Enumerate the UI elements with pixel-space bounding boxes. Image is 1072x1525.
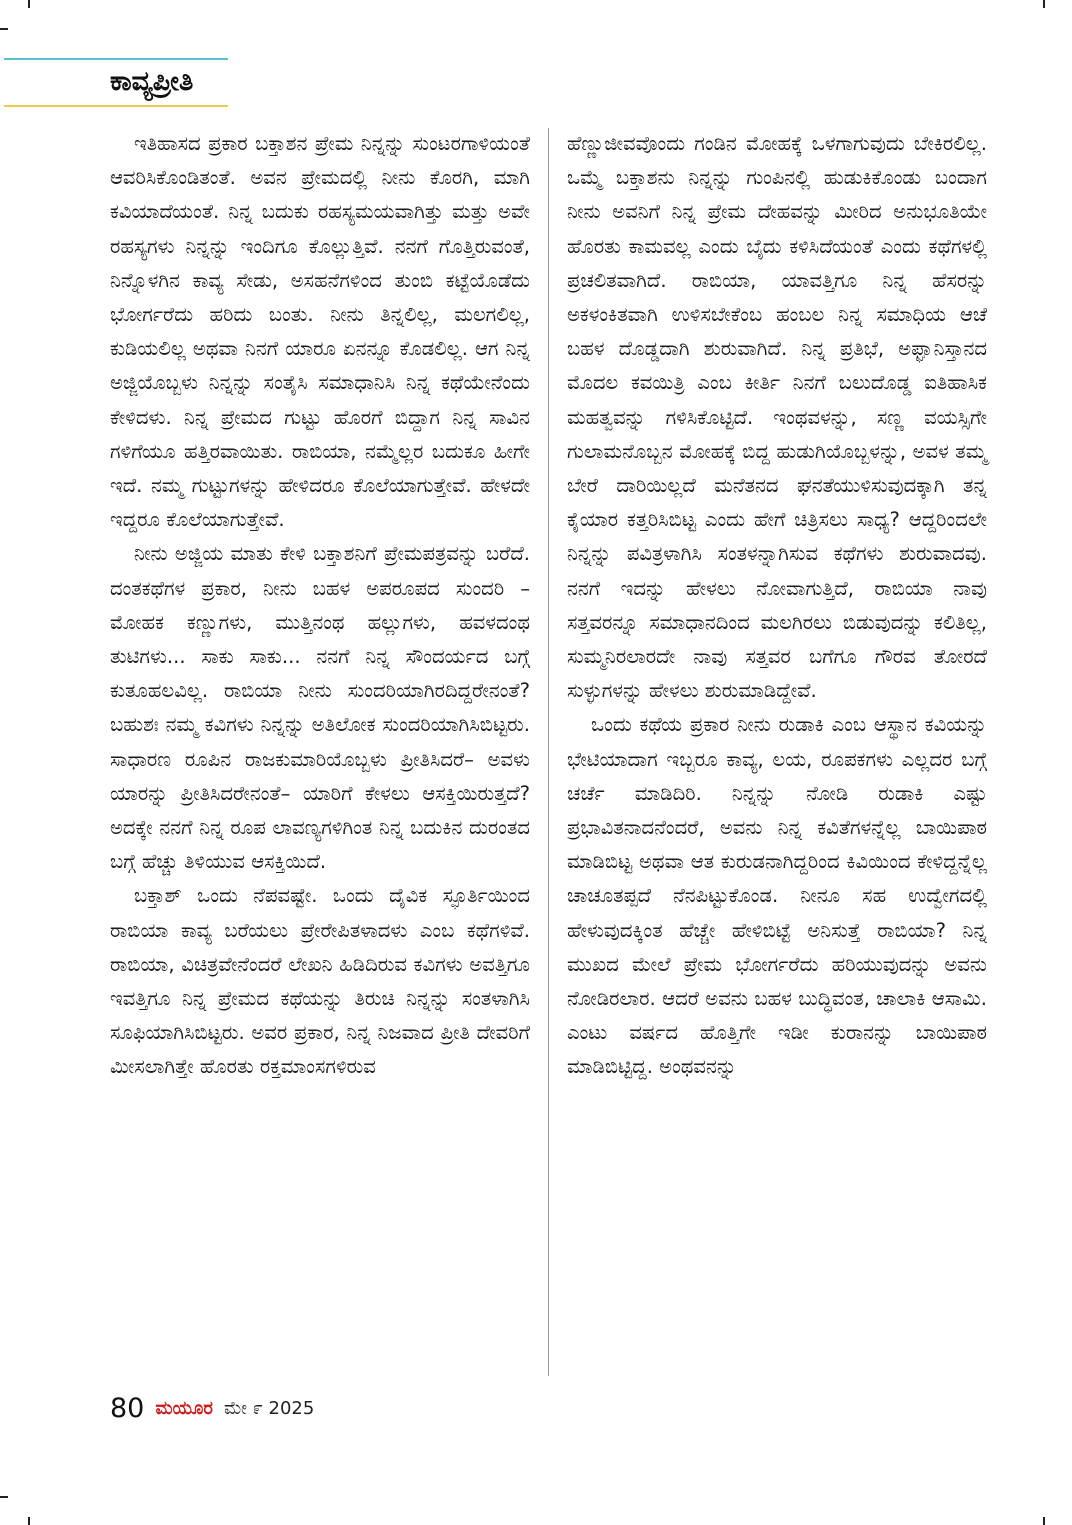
paragraph: ಬಕ್ತಾಶ್ ಒಂದು ನೆಪವಷ್ಟೇ. ಒಂದು ದೈವಿಕ ಸ್ಫೂರ್ತಿಯಿಂದ ರಾಬಿಯಾ ಕಾವ್ಯ ಬರೆಯಲು ಪ್ರೇರೇಪಿತಳಾದಳು ಎಂಬ ಕಥೆಗಳಿವೆ. ರಾಬಿಯಾ, ವಿಚಿತ್ರವೇನೆಂದರೆ ಲೇಖನಿ ಹಿಡಿದಿರುವ ಕವಿಗಳು ಅವತ್ತಿಗೂ ಇವತ್ತಿಗೂ ನಿನ್ನ ಪ್ರೇಮದ ಕಥೆಯನ್ನು ತಿರುಚಿ ನಿನ್ನನ್ನು ಸಂತಳಾಗಿಸಿ ಸೂಫಿಯಾಗಿಸಿಬಿಟ್ಟರು. ಅವರ ಪ್ರಕಾರ, ನಿನ್ನ ನಿಜವಾದ ಪ್ರೀತಿ ದೇವರಿಗೆ ಮೀಸಲಾಗಿತ್ತೇ ಹೊರತು ರಕ್ತಮಾಂಸಗಳಿರುವ [110, 884, 530, 1079]
column-divider [548, 128, 549, 1376]
header-rule-top [4, 58, 228, 60]
left-column [110, 127, 530, 1085]
paragraph: ಇತಿಹಾಸದ ಪ್ರಕಾರ ಬಕ್ತಾಶನ ಪ್ರೇಮ ನಿನ್ನನ್ನು ಸುಂಟರಗಾಳಿಯಂತೆ ಆವರಿಸಿಕೊಂಡಿತಂತೆ. ಅವನ ಪ್ರೇಮದಲ್ಲಿ ನೀನು ಕೊರಗಿ, ಮಾಗಿ ಕವಿಯಾದೆಯಂತೆ. ನಿನ್ನ ಬದುಕು ರಹಸ್ಯಮಯವಾಗಿತ್ತು ಮತ್ತು ಅವೇ ರಹಸ್ಯಗಳು ನಿನ್ನನ್ನು ಇಂದಿಗೂ ಕೊಲ್ಲುತ್ತಿವೆ. ನನಗೆ ಗೊತ್ತಿರುವಂತೆ, ನಿನ್ನೊಳಗಿನ ಕಾವ್ಯ ಸೇಡು, ಅಸಹನೆಗಳಿಂದ ತುಂಬಿ ಕಟ್ಟೆಯೊಡೆದು ಭೋರ್ಗರೆದು ಹರಿದು ಬಂತು. ನೀನು ತಿನ್ನಲಿಲ್ಲ, ಮಲಗಲಿಲ್ಲ, ಕುಡಿಯಲಿಲ್ಲ ಅಥವಾ ನಿನಗೆ ಯಾರೂ ಏನನ್ನೂ ಕೊಡಲಿಲ್ಲ. ಆಗ ನಿನ್ನ ಅಜ್ಜಿಯೊಬ್ಬಳು ನಿನ್ನನ್ನು ಸಂತೈಸಿ ಸಮಾಧಾನಿಸಿ ನಿನ್ನ ಕಥೆಯೇನೆಂದು ಕೇಳಿದಳು. ನಿನ್ನ ಪ್ರೇಮದ ಗುಟ್ಟು ಹೊರಗೆ ಬಿದ್ದಾಗ ನಿನ್ನ ಸಾವಿನ ಗಳಿಗೆಯೂ ಹತ್ತಿರವಾಯಿತು. ರಾಬಿಯಾ, ನಮ್ಮೆಲ್ಲರ ಬದುಕೂ ಹೀಗೇ ಇದೆ. ನಮ್ಮ ಗುಟ್ಟುಗಳನ್ನು ಹೇಳಿದರೂ ಕೊಲೆಯಾಗುತ್ತೇವೆ. ಹೇಳದೇ ಇದ್ದರೂ ಕೊಲೆಯಾಗುತ್ತೇವೆ. [110, 132, 530, 532]
crop-mark [1043, 1517, 1045, 1525]
header-rule-bottom [4, 105, 228, 107]
magazine-name: ಮಯೂರ [155, 1398, 213, 1419]
right-column [567, 127, 987, 1085]
paragraph: ಹೆಣ್ಣುಜೀವವೊಂದು ಗಂಡಿನ ಮೋಹಕ್ಕೆ ಒಳಗಾಗುವುದು ಬೇಕಿರಲಿಲ್ಲ. ಒಮ್ಮೆ ಬಕ್ತಾಶನು ನಿನ್ನನ್ನು ಗುಂಪಿನಲ್ಲಿ ಹುಡುಕಿಕೊಂಡು ಬಂದಾಗ ನೀನು ಅವನಿಗೆ ನಿನ್ನ ಪ್ರೇಮ ದೇಹವನ್ನು ಮೀರಿದ ಅನುಭೂತಿಯೇ ಹೊರತು ಕಾಮವಲ್ಲ ಎಂದು ಬೈದು ಕಳಿಸಿದೆಯಂತೆ ಎಂದು ಕಥೆಗಳಲ್ಲಿ ಪ್ರಚಲಿತವಾಗಿದೆ. ರಾಬಿಯಾ, ಯಾವತ್ತಿಗೂ ನಿನ್ನ ಹೆಸರನ್ನು ಅಕಳಂಕಿತವಾಗಿ ಉಳಿಸಬೇಕೆಂಬ ಹಂಬಲ ನಿನ್ನ ಸಮಾಧಿಯ ಆಚೆ ಬಹಳ ದೊಡ್ಡದಾಗಿ ಶುರುವಾಗಿದೆ. ನಿನ್ನ ಪ್ರತಿಭೆ, ಅಫ್ಘಾನಿಸ್ತಾನದ ಮೊದಲ ಕವಯಿತ್ರಿ ಎಂಬ ಕೀರ್ತಿ ನಿನಗೆ ಬಲುದೊಡ್ಡ ಐತಿಹಾಸಿಕ ಮಹತ್ವವನ್ನು ಗಳಿಸಿಕೊಟ್ಟಿದೆ. ಇಂಥವಳನ್ನು, ಸಣ್ಣ ವಯಸ್ಸಿಗೇ ಗುಲಾಮನೊಬ್ಬನ ಮೋಹಕ್ಕೆ ಬಿದ್ದ ಹುಡುಗಿಯೊಬ್ಬಳನ್ನು, ಅವಳ ತಮ್ಮ ಬೇರೆ ದಾರಿಯಿಲ್ಲದೆ ಮನೆತನದ ಘನತೆಯುಳಿಸುವುದಕ್ಕಾಗಿ ತನ್ನ ಕೈಯಾರ ಕತ್ತರಿಸಿಬಿಟ್ಟ ಎಂದು ಹೇಗೆ ಚಿತ್ರಿಸಲು ಸಾಧ್ಯ? ಆದ್ದರಿಂದಲೇ ನಿನ್ನನ್ನು ಪವಿತ್ರಳಾಗಿಸಿ ಸಂತಳನ್ನಾಗಿಸುವ ಕಥೆಗಳು ಶುರುವಾದವು. ನನಗೆ ಇದನ್ನು ಹೇಳಲು ನೋವಾಗುತ್ತಿದೆ, ರಾಬಿಯಾ ನಾವು ಸತ್ತವರನ್ನೂ ಸಮಾಧಾನದಿಂದ ಮಲಗಿರಲು ಬಿಡುವುದನ್ನು ಕಲಿತಿಲ್ಲ, ಸುಮ್ಮನಿರಲಾರದೇ ನಾವು ಸತ್ತವರ ಬಗೆಗೂ ಗೌರವ ತೋರದೆ ಸುಳ್ಳುಗಳನ್ನು ಹೇಳಲು ಶುರುಮಾಡಿದ್ದೇವೆ. [567, 132, 987, 703]
section-header [0, 58, 230, 108]
crop-mark [0, 28, 8, 30]
crop-mark [1043, 0, 1045, 8]
paragraph: ನೀನು ಅಜ್ಜಿಯ ಮಾತು ಕೇಳಿ ಬಕ್ತಾಶನಿಗೆ ಪ್ರೇಮಪತ್ರವನ್ನು ಬರೆದೆ. ದಂತಕಥೆಗಳ ಪ್ರಕಾರ, ನೀನು ಬಹಳ ಅಪರೂಪದ ಸುಂದರಿ – ಮೋಹಕ ಕಣ್ಣುಗಳು, ಮುತ್ತಿನಂಥ ಹಲ್ಲುಗಳು, ಹವಳದಂಥ ತುಟಿಗಳು... ಸಾಕು ಸಾಕು... ನನಗೆ ನಿನ್ನ ಸೌಂದರ್ಯದ ಬಗ್ಗೆ ಕುತೂಹಲವಿಲ್ಲ. ರಾಬಿಯಾ ನೀನು ಸುಂದರಿಯಾಗಿರದಿದ್ದರೇನಂತೆ? ಬಹುಶಃ ನಮ್ಮ ಕವಿಗಳು ನಿನ್ನನ್ನು ಅತಿಲೋಕ ಸುಂದರಿಯಾಗಿಸಿಬಿಟ್ಟರು. ಸಾಧಾರಣ ರೂಪಿನ ರಾಜಕುಮಾರಿಯೊಬ್ಬಳು ಪ್ರೀತಿಸಿದರೆ– ಅವಳು ಯಾರನ್ನು ಪ್ರೀತಿಸಿದರೇನಂತೆ– ಯಾರಿಗೆ ಕೇಳಲು ಆಸಕ್ತಿಯಿರುತ್ತದೆ? ಅದಕ್ಕೇ ನನಗೆ ನಿನ್ನ ರೂಪ ಲಾವಣ್ಯಗಳಿಗಿಂತ ನಿನ್ನ ಬದುಕಿನ ದುರಂತದ ಬಗ್ಗೆ ಹೆಚ್ಚು ತಿಳಿಯುವ ಆಸಕ್ತಿಯಿದೆ. [110, 542, 530, 874]
paragraph: ಒಂದು ಕಥೆಯ ಪ್ರಕಾರ ನೀನು ರುಡಾಕಿ ಎಂಬ ಆಸ್ಥಾನ ಕವಿಯನ್ನು ಭೇಟಿಯಾದಾಗ ಇಬ್ಬರೂ ಕಾವ್ಯ, ಲಯ, ರೂಪಕಗಳು ಎಲ್ಲದರ ಬಗ್ಗೆ ಚರ್ಚೆ ಮಾಡಿದಿರಿ. ನಿನ್ನನ್ನು ನೋಡಿ ರುಡಾಕಿ ಎಷ್ಟು ಪ್ರಭಾವಿತನಾದನೆಂದರೆ, ಅವನು ನಿನ್ನ ಕವಿತೆಗಳನ್ನೆಲ್ಲ ಬಾಯಿಪಾಠ ಮಾಡಿಬಿಟ್ಟ ಅಥವಾ ಆತ ಕುರುಡನಾಗಿದ್ದರಿಂದ ಕಿವಿಯಿಂದ ಕೇಳಿದ್ದನ್ನೆಲ್ಲ ಚಾಚೂತಪ್ಪದೆ ನೆನಪಿಟ್ಟುಕೊಂಡ. ನೀನೂ ಸಹ ಉದ್ವೇಗದಲ್ಲಿ ಹೇಳುವುದಕ್ಕಿಂತ ಹೆಚ್ಚೇ ಹೇಳಿಬಿಟ್ಟೆ ಅನಿಸುತ್ತೆ ರಾಬಿಯಾ? ನಿನ್ನ ಮುಖದ ಮೇಲೆ ಪ್ರೇಮ ಭೋರ್ಗರೆದು ಹರಿಯುವುದನ್ನು ಅವನು ನೋಡಿರಲಾರ. ಆದರೆ ಅವನು ಬಹಳ ಬುದ್ಧಿವಂತ, ಚಾಲಾಕಿ ಆಸಾಮಿ. ಎಂಟು ವರ್ಷದ ಹೊತ್ತಿಗೇ ಇಡೀ ಕುರಾನನ್ನು ಬಾಯಿಪಾಠ ಮಾಡಿಬಿಟ್ಟಿದ್ದ. ಅಂಥವನನ್ನು [567, 713, 987, 1079]
crop-mark [28, 0, 30, 8]
issue-date: ಮೇ ೯ 2025 [223, 1398, 315, 1419]
section-title: ಕಾವ್ಯಪ್ರೀತಿ [110, 66, 194, 97]
page-footer [110, 1393, 314, 1429]
crop-mark [0, 1496, 8, 1498]
page-number: 80 [110, 1393, 145, 1424]
crop-mark [28, 1517, 30, 1525]
